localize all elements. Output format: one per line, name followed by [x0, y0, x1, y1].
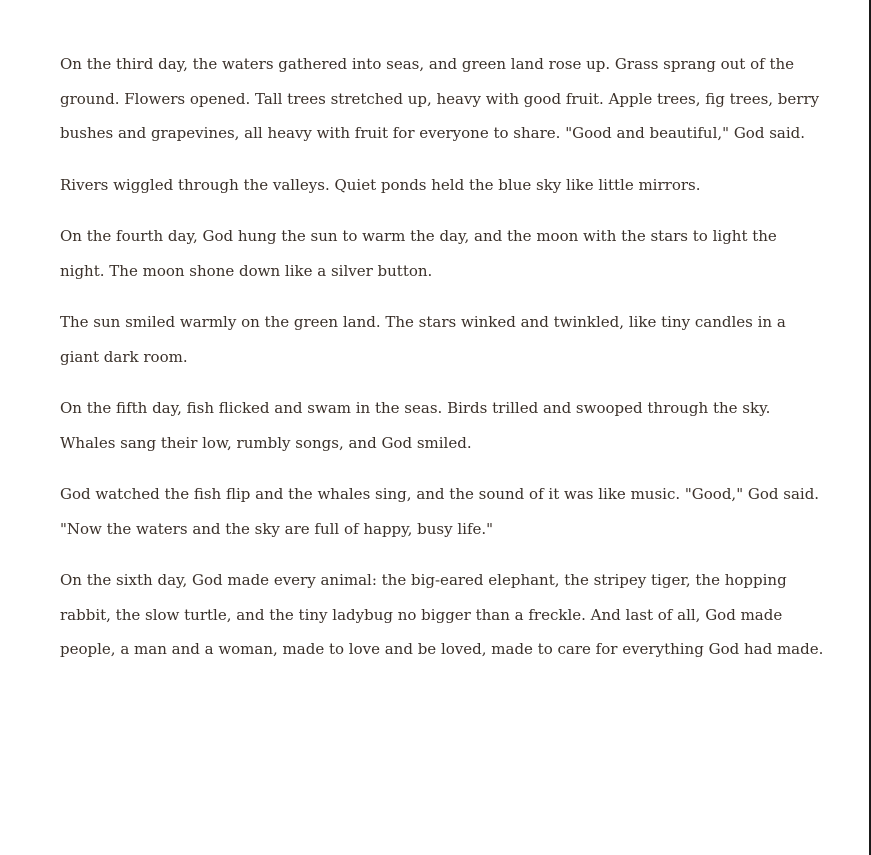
text-line: On the fourth day, God hung the sun to warm the day, and the moon with the stars to light the — [60, 227, 777, 245]
text-line: rabbit, the slow turtle, and the tiny ladybug no bigger than a freckle. And last of all, God made — [60, 605, 783, 624]
text-line: Whales sang their low, rumbly songs, and God smiled. — [60, 433, 472, 452]
text-line: On the fifth day, fish flicked and swam in the seas. Birds trilled and swooped through the sky. — [60, 399, 771, 417]
text-line: "Now the waters and the sky are full of happy, busy life." — [60, 519, 494, 538]
text-line: night. The moon shone down like a silver button. — [60, 261, 433, 280]
text-line: people, a man and a woman, made to love and be loved, made to care for everything God had made. — [60, 640, 824, 658]
text-line: God watched the fish flip and the whales sing, and the sound of it was like music. "Good," God said. — [60, 485, 820, 503]
paragraph-rivers — [60, 168, 820, 203]
paragraph-sixth-day — [60, 563, 824, 667]
text-line: On the third day, the waters gathered into seas, and green land rose up. Grass sprang out of the — [60, 55, 795, 73]
text-line: bushes and grapevines, all heavy with fruit for everyone to share. "Good and beautiful," God said. — [60, 124, 806, 142]
text-line: ground. Flowers opened. Tall trees stretched up, heavy with good fruit. Apple trees, fig trees, berry — [60, 89, 820, 108]
paragraph-fourth-day — [60, 219, 820, 288]
text-line: On the sixth day, God made every animal: the big-eared elephant, the stripey tiger, the hopping — [60, 571, 787, 589]
paragraph-third-day — [60, 47, 820, 151]
paragraph-fifth-day — [60, 391, 820, 460]
text-line: The sun smiled warmly on the green land. The stars winked and twinkled, like tiny candles in a — [60, 313, 786, 331]
text-line: giant dark room. — [60, 347, 188, 366]
paragraph-fish-whales — [60, 477, 820, 546]
text-line: Rivers wiggled through the valleys. Quiet ponds held the blue sky like little mirrors. — [60, 175, 701, 194]
paragraph-sun-stars — [60, 305, 820, 374]
story-text — [60, 47, 824, 684]
